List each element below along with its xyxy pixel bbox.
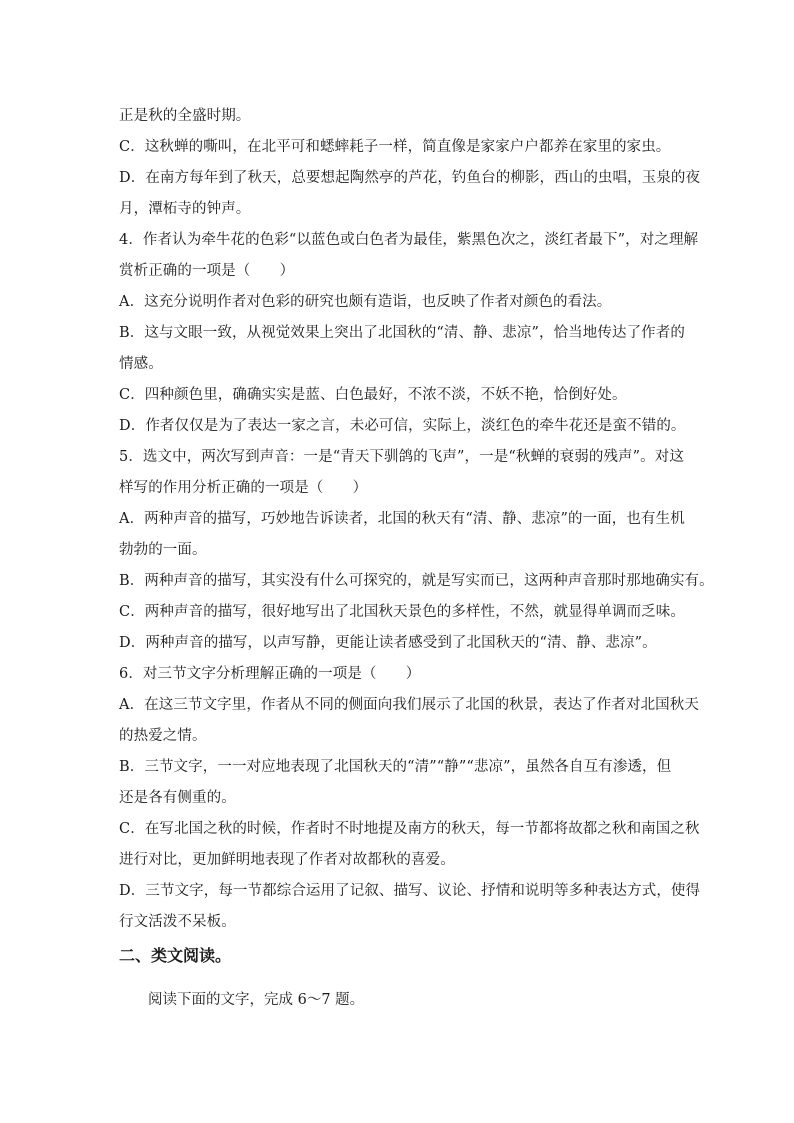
option-a-q5: A．两种声音的描写，巧妙地告诉读者，北国的秋天有“清、静、悲凉”的一面，也有生机 [119,511,685,527]
text-line: 勃勃的一面。 [119,542,207,558]
option-b-q6: B．三节文字，一一对应地表现了北国秋天的“清”“静”“悲凉”，虽然各自互有渗透，但 [119,759,672,775]
text-line: 进行对比，更加鲜明地表现了作者对故都秋的喜爱。 [119,852,455,868]
document-content [119,101,714,1016]
option-d-q5: D．两种声音的描写，以声写静，更能让读者感受到了北国秋天的“清、静、悲凉”。 [119,635,657,651]
option-c-q3: C．这秋蝉的嘶叫，在北平可和蟋蟀耗子一样，简直像是家家户户都养在家里的家虫。 [119,139,671,155]
option-b-q4: B．这与文眼一致，从视觉效果上突出了北国秋的“清、静、悲凉”，恰当地传达了作者的 [119,325,685,341]
option-d-q4: D．作者仅仅是为了表达一家之言，未必可信，实际上，淡红色的牵牛花还是蛮不错的。 [119,418,686,434]
section-heading: 二、类文阅读。 [119,946,232,965]
text-line: 赏析正确的一项是（ ） [119,263,295,279]
option-b-q5: B．两种声音的描写，其实没有什么可探究的，就是写实而已，这两种声音那时那地确实有。 [119,573,714,589]
option-c-q4: C．四种颜色里，确确实实是蓝、白色最好，不浓不淡，不妖不艳，恰倒好处。 [119,387,627,403]
option-d-q6: D．三节文字，每一节都综合运用了记叙、描写、议论、抒情和说明等多种表达方式，使得 [119,883,701,899]
question-6: 6．对三节文字分析理解正确的一项是（ ） [119,666,421,682]
question-5: 5．选文中，两次写到声音：一是“青天下驯鸽的飞声”，一是“秋蝉的衰弱的残声”。对这 [119,449,684,465]
text-line: 样写的作用分析正确的一项是（ ） [119,480,368,496]
text-line: 的热爱之情。 [119,728,207,744]
text-line: 月，潭柘寺的钟声。 [119,201,251,217]
text-line: 情感。 [119,356,163,372]
text-line: 行文活泼不呆板。 [119,914,236,930]
option-c-q5: C．两种声音的描写，很好地写出了北国秋天景色的多样性，不然，就显得单调而乏味。 [119,604,685,620]
text-line: 正是秋的全盛时期。 [119,108,251,124]
question-4: 4．作者认为牵牛花的色彩“以蓝色或白色者为最佳，紫黑色次之，淡红者最下”，对之理解 [119,232,699,248]
text-line: 还是各有侧重的。 [119,790,236,806]
reading-instruction: 阅读下面的文字，完成 6～7 题。 [148,992,365,1008]
option-c-q6: C．在写北国之秋的时候，作者时不时地提及南方的秋天，每一节都将故都之秋和南国之秋 [119,821,700,837]
option-a-q6: A．在这三节文字里，作者从不同的侧面向我们展示了北国的秋景，表达了作者对北国秋天 [119,697,699,713]
option-a-q4: A．这充分说明作者对色彩的研究也颇有造诣，也反映了作者对颜色的看法。 [119,294,612,310]
option-d-q3: D．在南方每年到了秋天，总要想起陶然亭的芦花，钓鱼台的柳影，西山的虫唱，玉泉的夜 [119,170,701,186]
